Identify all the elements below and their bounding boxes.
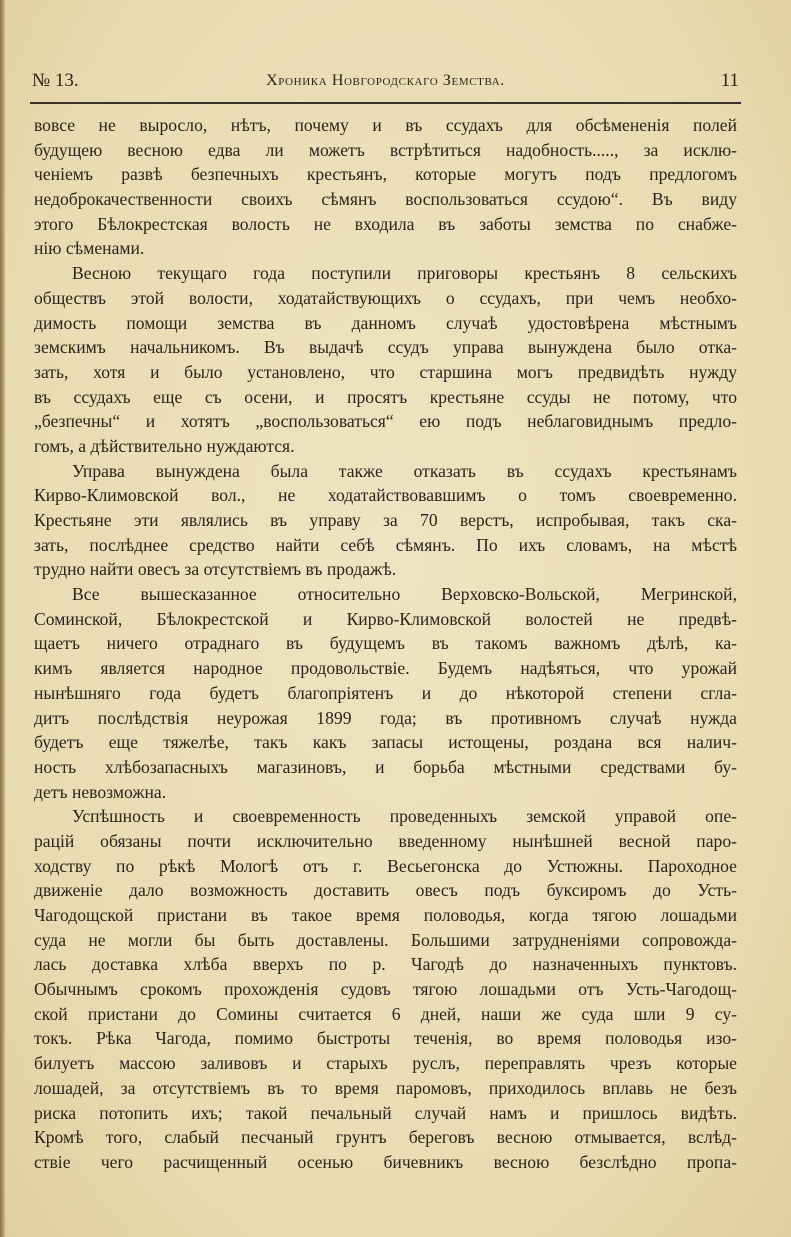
text-line: дитъ послѣдствія неурожая 1899 года; въ противномъ случаѣ нужда <box>34 707 737 728</box>
body-text <box>34 113 737 1175</box>
text-line: нынѣшняго года будетъ благопріятенъ и до нѣкоторой степени сгла- <box>34 682 737 703</box>
text-line: щаетъ ничего отраднаго въ будущемъ въ такомъ важномъ дѣлѣ, ка- <box>34 633 737 654</box>
text-line: обществъ этой волости, ходатайствующихъ о ссудахъ, при чемъ необхо- <box>34 287 737 308</box>
text-line: зать, хотя и было установлено, что старшина могъ предвидѣть нужду <box>34 361 737 382</box>
text-line: нію сѣменами. <box>34 238 145 259</box>
text-line: Чагодощской пристани въ такое время половодья, когда тягою лошадьми <box>34 905 737 925</box>
text-line: ность хлѣбозапасныхъ магазиновъ, и борьба мѣстными средствами бу- <box>34 756 737 777</box>
text-line: этого Бѣлокрестская волость не входила въ заботы земства по снабже- <box>34 213 737 234</box>
binding-edge <box>0 0 5 1237</box>
text-line: будетъ еще тяжелѣе, такъ какъ запасы истощены, роздана вся налич- <box>34 732 737 753</box>
text-line: ствіе чего расчищенный осенью бичевникъ весною безслѣдно пропа- <box>34 1151 737 1172</box>
text-line: лась доставка хлѣба вверхъ по р. Чагодѣ до назначенныхъ пунктовъ. <box>34 954 737 975</box>
text-line: суда не могли бы быть доставлены. Большими затрудненіями сопровожда- <box>34 929 737 950</box>
text-line: Обычнымъ срокомъ прохожденія судовъ тягою лошадьми отъ Усть-Чагодощ- <box>34 979 737 1000</box>
text-line: Успѣшность и своевременность проведенныхъ земской управой опе- <box>72 806 737 827</box>
header-rule <box>30 102 741 104</box>
text-line: Кирво-Климовской вол., не ходатайствовавшимъ о томъ своевременно. <box>34 485 737 506</box>
text-line: въ ссудахъ еще съ осени, и просятъ крестьяне ссуды не потому, что <box>34 386 737 407</box>
text-line: „безпечны“ и хотятъ „воспользоваться“ ею подъ неблаговиднымъ предло- <box>34 411 737 432</box>
text-line: ской пристани до Сомины считается 6 дней, наши же суда шли 9 су- <box>34 1003 737 1024</box>
text-line: трудно найти овесъ за отсутствіемъ въ продажѣ. <box>34 559 397 580</box>
text-line: Соминской, Бѣлокрестской и Кирво-Климовской волостей не предвѣ- <box>34 608 737 629</box>
running-header <box>32 64 739 100</box>
journal-title: Хроника Новгородскаго Земства. <box>266 72 505 89</box>
text-line: билуетъ массою заливовъ и старыхъ руслъ, переправлять чрезъ которые <box>34 1053 737 1074</box>
text-line: Весною текущаго года поступили приговоры крестьянъ 8 сельскихъ <box>72 263 737 284</box>
text-line: Все вышесказанное относительно Верховско-Вольской, Мегринской, <box>72 584 737 605</box>
page-number: 11 <box>720 70 739 91</box>
text-line: риска потопить ихъ; такой печальный случай намъ и пришлось видѣть. <box>34 1102 737 1123</box>
text-line: недоброкачественности своихъ сѣмянъ воспользоваться ссудою“. Въ виду <box>34 189 737 210</box>
text-line: ченіемъ развѣ безпечныхъ крестьянъ, которые могутъ подъ предлогомъ <box>34 164 737 185</box>
text-line: кимъ является народное продовольствіе. Будемъ надѣяться, что урожай <box>34 658 737 679</box>
text-line: Крестьяне эти являлись въ управу за 70 верстъ, испробывая, такъ ска- <box>34 510 737 530</box>
text-line: рацій обязаны почти исключительно введенному нынѣшней весной паро- <box>34 830 737 851</box>
issue-number: № 13. <box>32 70 79 91</box>
text-line: детъ невозможна. <box>34 781 167 802</box>
text-line: будущею весною едва ли можетъ встрѣтиться надобность....., за исклю- <box>34 139 737 160</box>
text-line: ходству по рѣкѣ Мологѣ отъ г. Весьегонска до Устюжны. Пароходное <box>34 855 737 876</box>
text-line: зать, послѣднее средство найти себѣ сѣмянъ. По ихъ словамъ, на мѣстѣ <box>34 534 737 555</box>
text-line: движеніе дало возможность доставить овесъ подъ буксиромъ до Усть- <box>34 880 737 901</box>
text-line: Управа вынуждена была также отказать въ ссудахъ крестьянамъ <box>72 460 737 481</box>
text-line: димость помощи земства въ данномъ случаѣ удостовѣрена мѣстнымъ <box>34 312 737 333</box>
text-line: гомъ, а дѣйствительно нуждаются. <box>34 435 295 456</box>
text-line: земскимъ начальникомъ. Въ выдачѣ ссудъ управа вынуждена было отка- <box>34 337 737 358</box>
text-line: лошадей, за отсутствіемъ въ то время паромовъ, приходилось вплавь не безъ <box>34 1077 737 1098</box>
text-line: вовсе не выросло, нѣтъ, почему и въ ссудахъ для обсѣмененія полей <box>34 115 737 135</box>
text-line: токъ. Рѣка Чагода, помимо быстроты теченія, во время половодья изо- <box>34 1028 737 1049</box>
text-line: Кромѣ того, слабый песчаный грунтъ береговъ весною отмывается, вслѣд- <box>34 1127 737 1148</box>
